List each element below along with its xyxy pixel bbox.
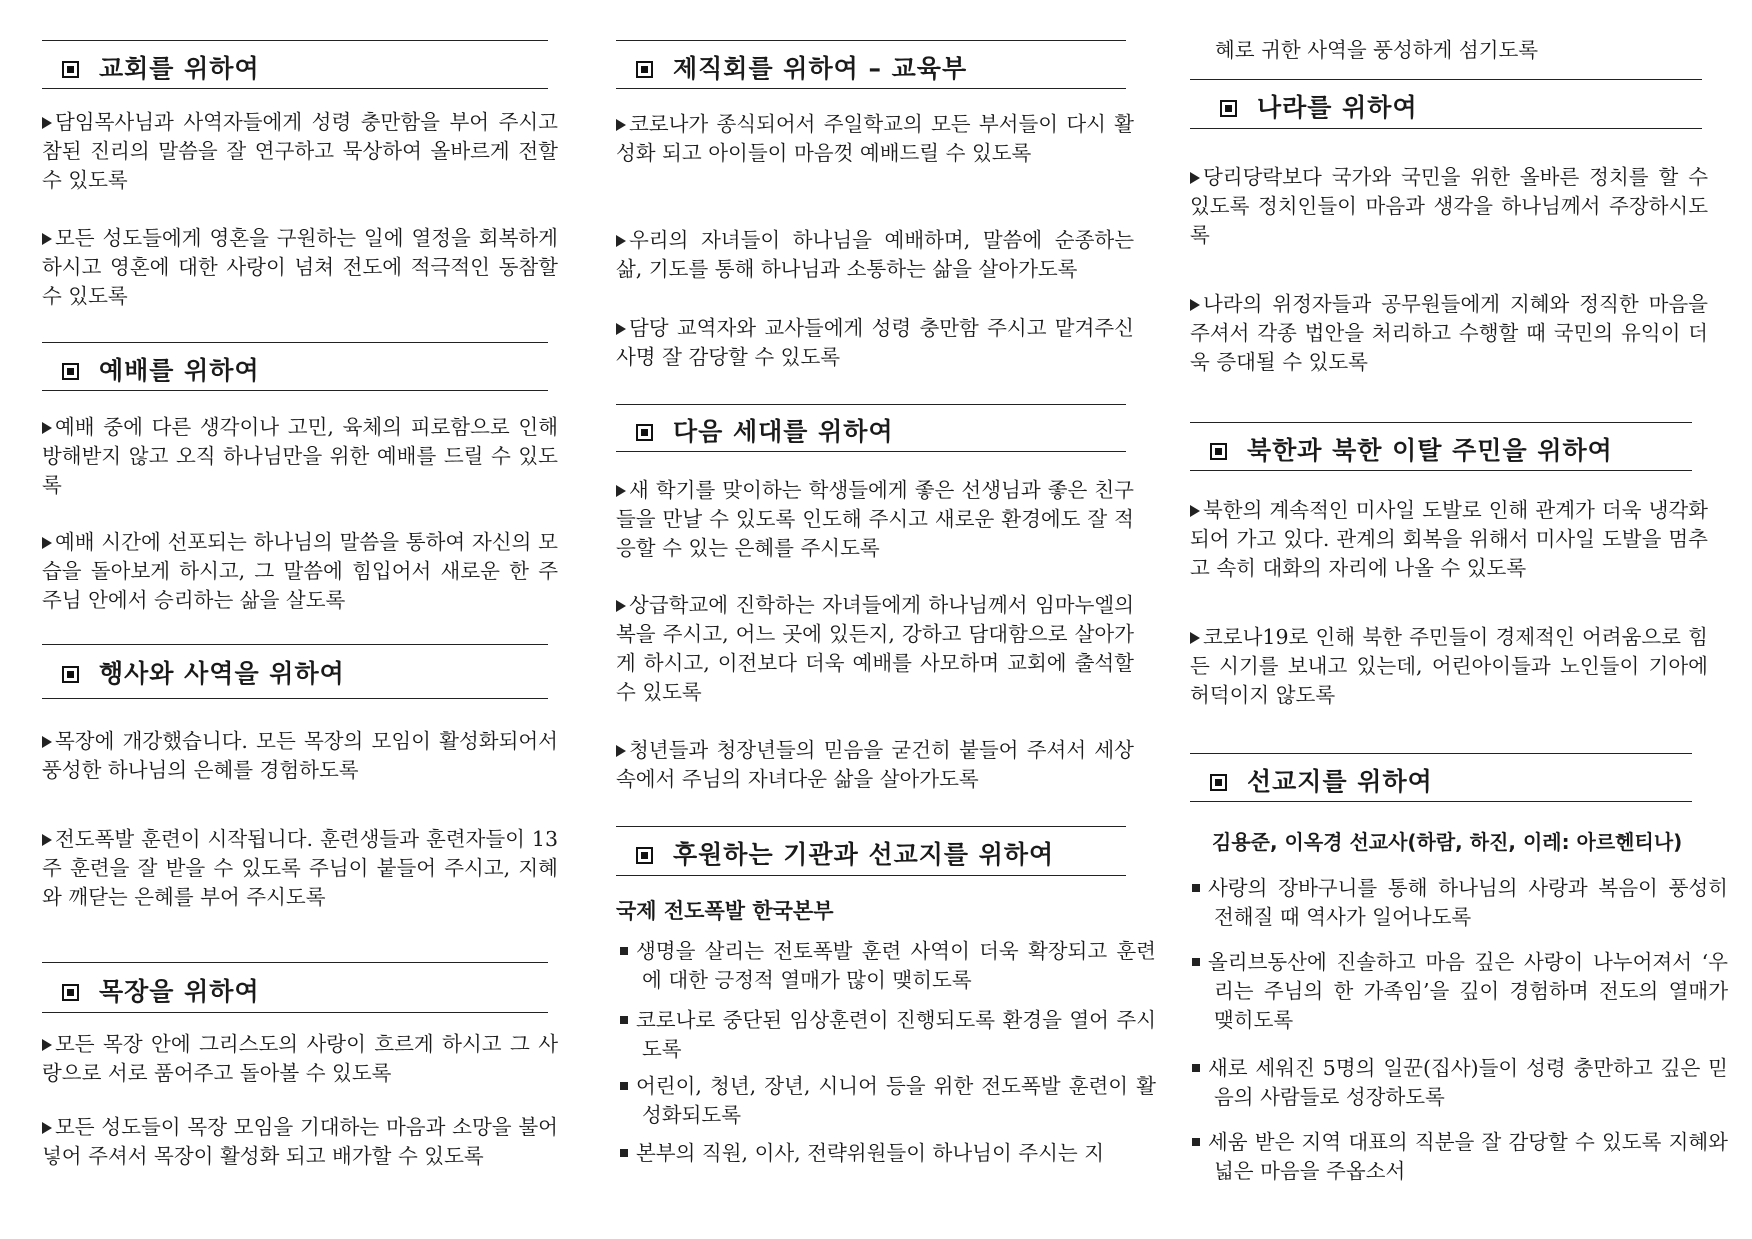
box-bullet-icon <box>62 984 79 1001</box>
prayer-item: 목장에 개강했습니다. 모든 목장의 모임이 활성화되어서 풍성한 하나님의 은혜를 경험하도록 <box>42 729 558 782</box>
square-bullet-icon <box>1192 1064 1200 1072</box>
prayer-item: 담당 교역자와 교사들에게 성령 충만함 주시고 맡겨주신 사명 잘 감당할 수 있도록 <box>616 316 1134 369</box>
divider <box>1190 79 1702 80</box>
section-heading: 제직회를 위하여 – 교육부 <box>636 49 967 85</box>
bullet-item: 올리브동산에 진솔하고 마음 깊은 사랑이 나누어져서 ‘우리는 주님의 한 가족임’을 깊이 경험하며 전도의 열매가 맺히도록 <box>1192 948 1728 1035</box>
divider <box>42 962 548 963</box>
square-bullet-icon <box>620 1149 628 1157</box>
prayer-item: 나라의 위정자들과 공무원들에게 지혜와 정직한 마음을 주셔서 각종 법안을 처리하고 수행할 때 국민의 유익이 더욱 증대될 수 있도록 <box>1190 292 1708 374</box>
divider <box>42 40 548 41</box>
prayer-item: 전도폭발 훈련이 시작됩니다. 훈련생들과 훈련자들이 13주 훈련을 잘 받을 수 있도록 주님이 붙들어 주시고, 지혜와 깨닫는 은혜를 부어 주시도록 <box>42 827 558 909</box>
box-bullet-icon <box>636 847 653 864</box>
section-heading: 선교지를 위하여 <box>1210 762 1433 798</box>
organization-name: 국제 전도폭발 한국본부 <box>616 899 834 923</box>
square-bullet-icon <box>1192 884 1200 892</box>
triangle-bullet-icon <box>1190 172 1200 184</box>
triangle-bullet-icon <box>616 485 626 497</box>
divider <box>42 1012 548 1013</box>
box-bullet-icon <box>1210 443 1227 460</box>
continued-text: 혜로 귀한 사역을 풍성하게 섬기도록 <box>1215 38 1539 62</box>
box-bullet-icon <box>62 363 79 380</box>
prayer-item: 상급학교에 진학하는 자녀들에게 하나님께서 임마누엘의 복을 주시고, 어느 곳에 있든지, 강하고 담대함으로 살아가게 하시고, 이전보다 더욱 예배를 사모하며 교회에 출석할 수 있도록 <box>616 593 1134 704</box>
prayer-item: 예배 시간에 선포되는 하나님의 말씀을 통하여 자신의 모습을 돌아보게 하시고, 그 말씀에 힘입어서 새로운 한 주 주님 안에서 승리하는 삶을 살도록 <box>42 530 558 612</box>
square-bullet-icon <box>1192 958 1200 966</box>
box-bullet-icon <box>1220 100 1237 117</box>
section-heading: 나라를 위하여 <box>1220 88 1418 124</box>
prayer-item: 당리당락보다 국가와 국민을 위한 올바른 정치를 할 수 있도록 정치인들이 마음과 생각을 하나님께서 주장하시도록 <box>1190 165 1708 247</box>
divider <box>616 875 1126 876</box>
bullet-item: 어린이, 청년, 장년, 시니어 등을 위한 전도폭발 훈련이 활성화되도록 <box>620 1072 1156 1130</box>
divider <box>1190 753 1692 754</box>
prayer-item: 새 학기를 맞이하는 학생들에게 좋은 선생님과 좋은 친구들을 만날 수 있도록 인도해 주시고 새로운 환경에도 잘 적응할 수 있는 은혜를 주시도록 <box>616 478 1134 560</box>
divider <box>42 698 548 699</box>
divider <box>1190 422 1692 423</box>
divider <box>1190 801 1692 802</box>
triangle-bullet-icon <box>1190 299 1200 311</box>
prayer-item: 코로나가 종식되어서 주일학교의 모든 부서들이 다시 활성화 되고 아이들이 마음껏 예배드릴 수 있도록 <box>616 112 1134 165</box>
triangle-bullet-icon <box>42 233 52 245</box>
prayer-item: 모든 목장 안에 그리스도의 사랑이 흐르게 하시고 그 사랑으로 서로 품어주고 돌아볼 수 있도록 <box>42 1032 558 1085</box>
prayer-item: 코로나19로 인해 북한 주민들이 경제적인 어려움으로 힘든 시기를 보내고 있는데, 어린아이들과 노인들이 기아에 허덕이지 않도록 <box>1190 625 1708 707</box>
triangle-bullet-icon <box>42 834 52 846</box>
triangle-bullet-icon <box>42 736 52 748</box>
divider <box>42 644 548 645</box>
triangle-bullet-icon <box>42 537 52 549</box>
triangle-bullet-icon <box>42 1122 52 1134</box>
prayer-item: 모든 성도들이 목장 모임을 기대하는 마음과 소망을 불어 넣어 주셔서 목장이 활성화 되고 배가할 수 있도록 <box>42 1115 558 1168</box>
divider <box>42 390 548 391</box>
triangle-bullet-icon <box>616 235 626 247</box>
bullet-item: 세움 받은 지역 대표의 직분을 잘 감당할 수 있도록 지혜와 넓은 마음을 주옵소서 <box>1192 1128 1728 1186</box>
section-heading: 다음 세대를 위하여 <box>636 412 894 448</box>
square-bullet-icon <box>620 1082 628 1090</box>
bullet-item: 사랑의 장바구니를 통해 하나님의 사랑과 복음이 풍성히 전해질 때 역사가 일어나도록 <box>1192 874 1728 932</box>
triangle-bullet-icon <box>616 323 626 335</box>
box-bullet-icon <box>636 61 653 78</box>
triangle-bullet-icon <box>42 117 52 129</box>
triangle-bullet-icon <box>1190 505 1200 517</box>
square-bullet-icon <box>620 947 628 955</box>
triangle-bullet-icon <box>616 600 626 612</box>
triangle-bullet-icon <box>616 119 626 131</box>
section-heading: 예배를 위하여 <box>62 351 260 387</box>
section-heading: 행사와 사역을 위하여 <box>62 654 345 690</box>
prayer-item: 모든 성도들에게 영혼을 구원하는 일에 열정을 회복하게 하시고 영혼에 대한 사랑이 넘쳐 전도에 적극적인 동참할 수 있도록 <box>42 226 558 308</box>
divider <box>1190 470 1692 471</box>
section-heading: 후원하는 기관과 선교지를 위하여 <box>636 835 1054 871</box>
section-heading: 북한과 북한 이탈 주민을 위하여 <box>1210 431 1613 467</box>
box-bullet-icon <box>62 666 79 683</box>
triangle-bullet-icon <box>42 1039 52 1051</box>
triangle-bullet-icon <box>1190 632 1200 644</box>
divider <box>616 40 1126 41</box>
prayer-item: 북한의 계속적인 미사일 도발로 인해 관계가 더욱 냉각화되어 가고 있다. 관계의 회복을 위해서 미사일 도발을 멈추고 속히 대화의 자리에 나올 수 있도록 <box>1190 498 1708 580</box>
square-bullet-icon <box>620 1016 628 1024</box>
box-bullet-icon <box>1210 774 1227 791</box>
divider <box>42 342 548 343</box>
divider <box>42 88 548 89</box>
bullet-item: 본부의 직원, 이사, 전략위원들이 하나님이 주시는 지 <box>620 1139 1156 1168</box>
bullet-item: 생명을 살리는 전토폭발 훈련 사역이 더욱 확장되고 훈련에 대한 긍정적 열매가 많이 맺히도록 <box>620 937 1156 995</box>
section-heading: 목장을 위하여 <box>62 972 260 1008</box>
box-bullet-icon <box>636 424 653 441</box>
divider <box>616 404 1126 405</box>
section-heading: 교회를 위하여 <box>62 49 260 85</box>
divider <box>1190 128 1702 129</box>
prayer-item: 담임목사님과 사역자들에게 성령 충만함을 부어 주시고 참된 진리의 말씀을 잘 연구하고 묵상하여 올바르게 전할 수 있도록 <box>42 110 558 192</box>
prayer-item: 우리의 자녀들이 하나님을 예배하며, 말씀에 순종하는 삶, 기도를 통해 하나님과 소통하는 삶을 살아가도록 <box>616 228 1134 281</box>
prayer-item: 청년들과 청장년들의 믿음을 굳건히 붙들어 주셔서 세상 속에서 주님의 자녀다운 삶을 살아가도록 <box>616 738 1134 791</box>
bullet-item: 새로 세워진 5명의 일꾼(집사)들이 성령 충만하고 깊은 믿음의 사람들로 성장하도록 <box>1192 1054 1728 1112</box>
prayer-item: 예배 중에 다른 생각이나 고민, 육체의 피로함으로 인해 방해받지 않고 오직 하나님만을 위한 예배를 드릴 수 있도록 <box>42 415 558 497</box>
box-bullet-icon <box>62 61 79 78</box>
triangle-bullet-icon <box>42 422 52 434</box>
divider <box>616 88 1126 89</box>
missionary-name: 김용준, 이옥경 선교사(하람, 하진, 이레: 아르헨티나) <box>1212 830 1683 854</box>
bullet-item: 코로나로 중단된 임상훈련이 진행되도록 환경을 열어 주시도록 <box>620 1006 1156 1064</box>
divider <box>616 451 1126 452</box>
triangle-bullet-icon <box>616 745 626 757</box>
square-bullet-icon <box>1192 1138 1200 1146</box>
divider <box>616 826 1126 827</box>
